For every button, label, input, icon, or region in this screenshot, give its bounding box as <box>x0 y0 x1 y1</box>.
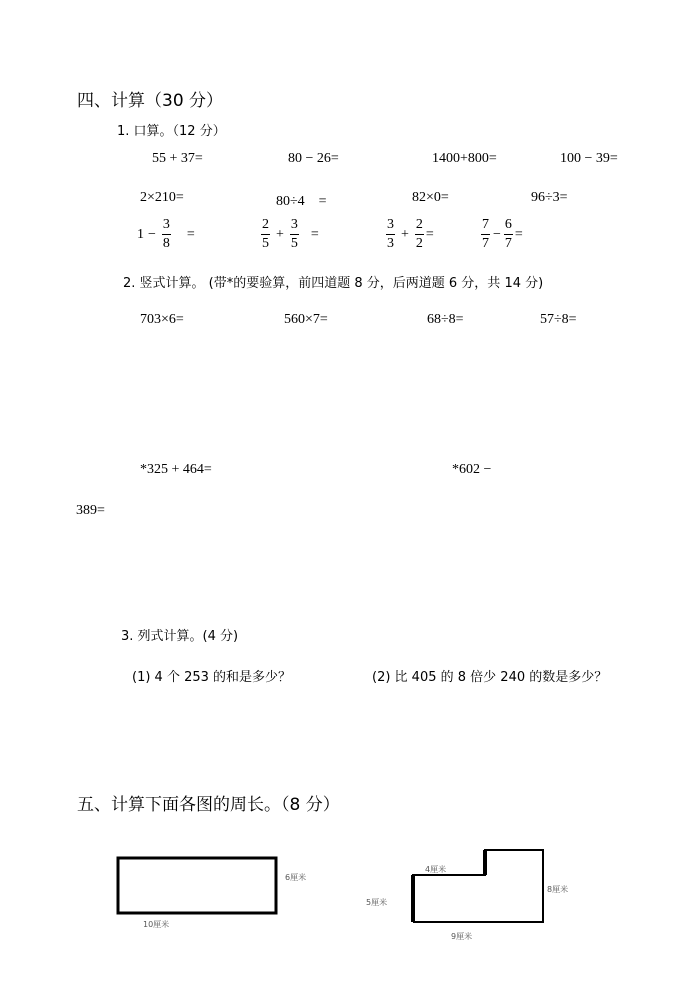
part2-title: 2. 竖式计算。 (带*的要验算，前四道题 8 分，后两道题 6 分，共 14 分) <box>123 276 544 291</box>
equals: = <box>310 226 319 242</box>
vertical-problem: 560×7= <box>284 312 328 327</box>
fraction-problem <box>137 218 199 251</box>
fraction: $\frac{2}{5}$ <box>262 217 269 251</box>
fraction: $\frac{3}{3}$ <box>387 217 394 251</box>
fraction: $\frac{6}{7}$ <box>504 217 512 251</box>
l-shape-left-label: 5厘米 <box>366 898 388 907</box>
oral-problem: 82×0= <box>412 190 449 205</box>
fraction: $\frac{7}{7}$ <box>482 217 489 251</box>
l-shape <box>405 845 550 930</box>
operator: − <box>493 226 501 242</box>
rectangle-height-label: 6厘米 <box>285 873 307 882</box>
fraction: $\frac{3}{5}$ <box>290 217 298 251</box>
rectangle-width-label: 10厘米 <box>143 920 170 929</box>
word-problem-2: (2) 比 405 的 8 倍少 240 的数是多少？ <box>372 670 608 685</box>
whole-number: 1 <box>137 226 144 242</box>
part1-title: 1. 口算。（12 分） <box>117 124 226 139</box>
fraction-problem <box>259 218 323 251</box>
section5-title: 五、计算下面各图的周长。（8 分） <box>77 795 340 815</box>
rectangle-shape <box>110 852 285 920</box>
operator: − <box>148 226 156 242</box>
fraction-problem <box>479 218 523 251</box>
oral-problem: 1400+800= <box>432 151 497 166</box>
l-shape-top-label: 4厘米 <box>425 865 447 874</box>
equals: = <box>186 226 195 242</box>
fraction-problem <box>384 218 434 251</box>
equals: = <box>425 226 434 242</box>
vertical-problem: 57÷8= <box>540 312 577 327</box>
oral-problem: 2×210= <box>140 190 184 205</box>
oral-problem: 100 − 39= <box>560 151 618 166</box>
vertical-problem-check: *602 − <box>452 462 492 477</box>
oral-problem: 80 − 26= <box>288 151 339 166</box>
vertical-problem: 68÷8= <box>427 312 464 327</box>
l-shape-right-label: 8厘米 <box>547 885 569 894</box>
operator: + <box>276 226 284 242</box>
word-problem-1: (1) 4 个 253 的和是多少？ <box>132 670 292 685</box>
part3-title: 3. 列式计算。(4 分) <box>121 629 239 644</box>
vertical-problem-check-wrap: 389= <box>76 503 105 518</box>
fraction: $\frac{2}{2}$ <box>415 217 423 251</box>
l-shape-bottom-label: 9厘米 <box>451 932 473 941</box>
fraction: $\frac{3}{8}$ <box>162 217 170 251</box>
operator: + <box>401 226 409 242</box>
oral-problem: 55 + 37= <box>152 151 203 166</box>
oral-problem: 80÷4 = <box>276 194 327 209</box>
vertical-problem-check: *325 + 464= <box>140 462 212 477</box>
section4-title: 四、计算（30 分） <box>77 91 224 111</box>
oral-problem: 96÷3= <box>531 190 568 205</box>
equals: = <box>514 226 523 242</box>
vertical-problem: 703×6= <box>140 312 184 327</box>
